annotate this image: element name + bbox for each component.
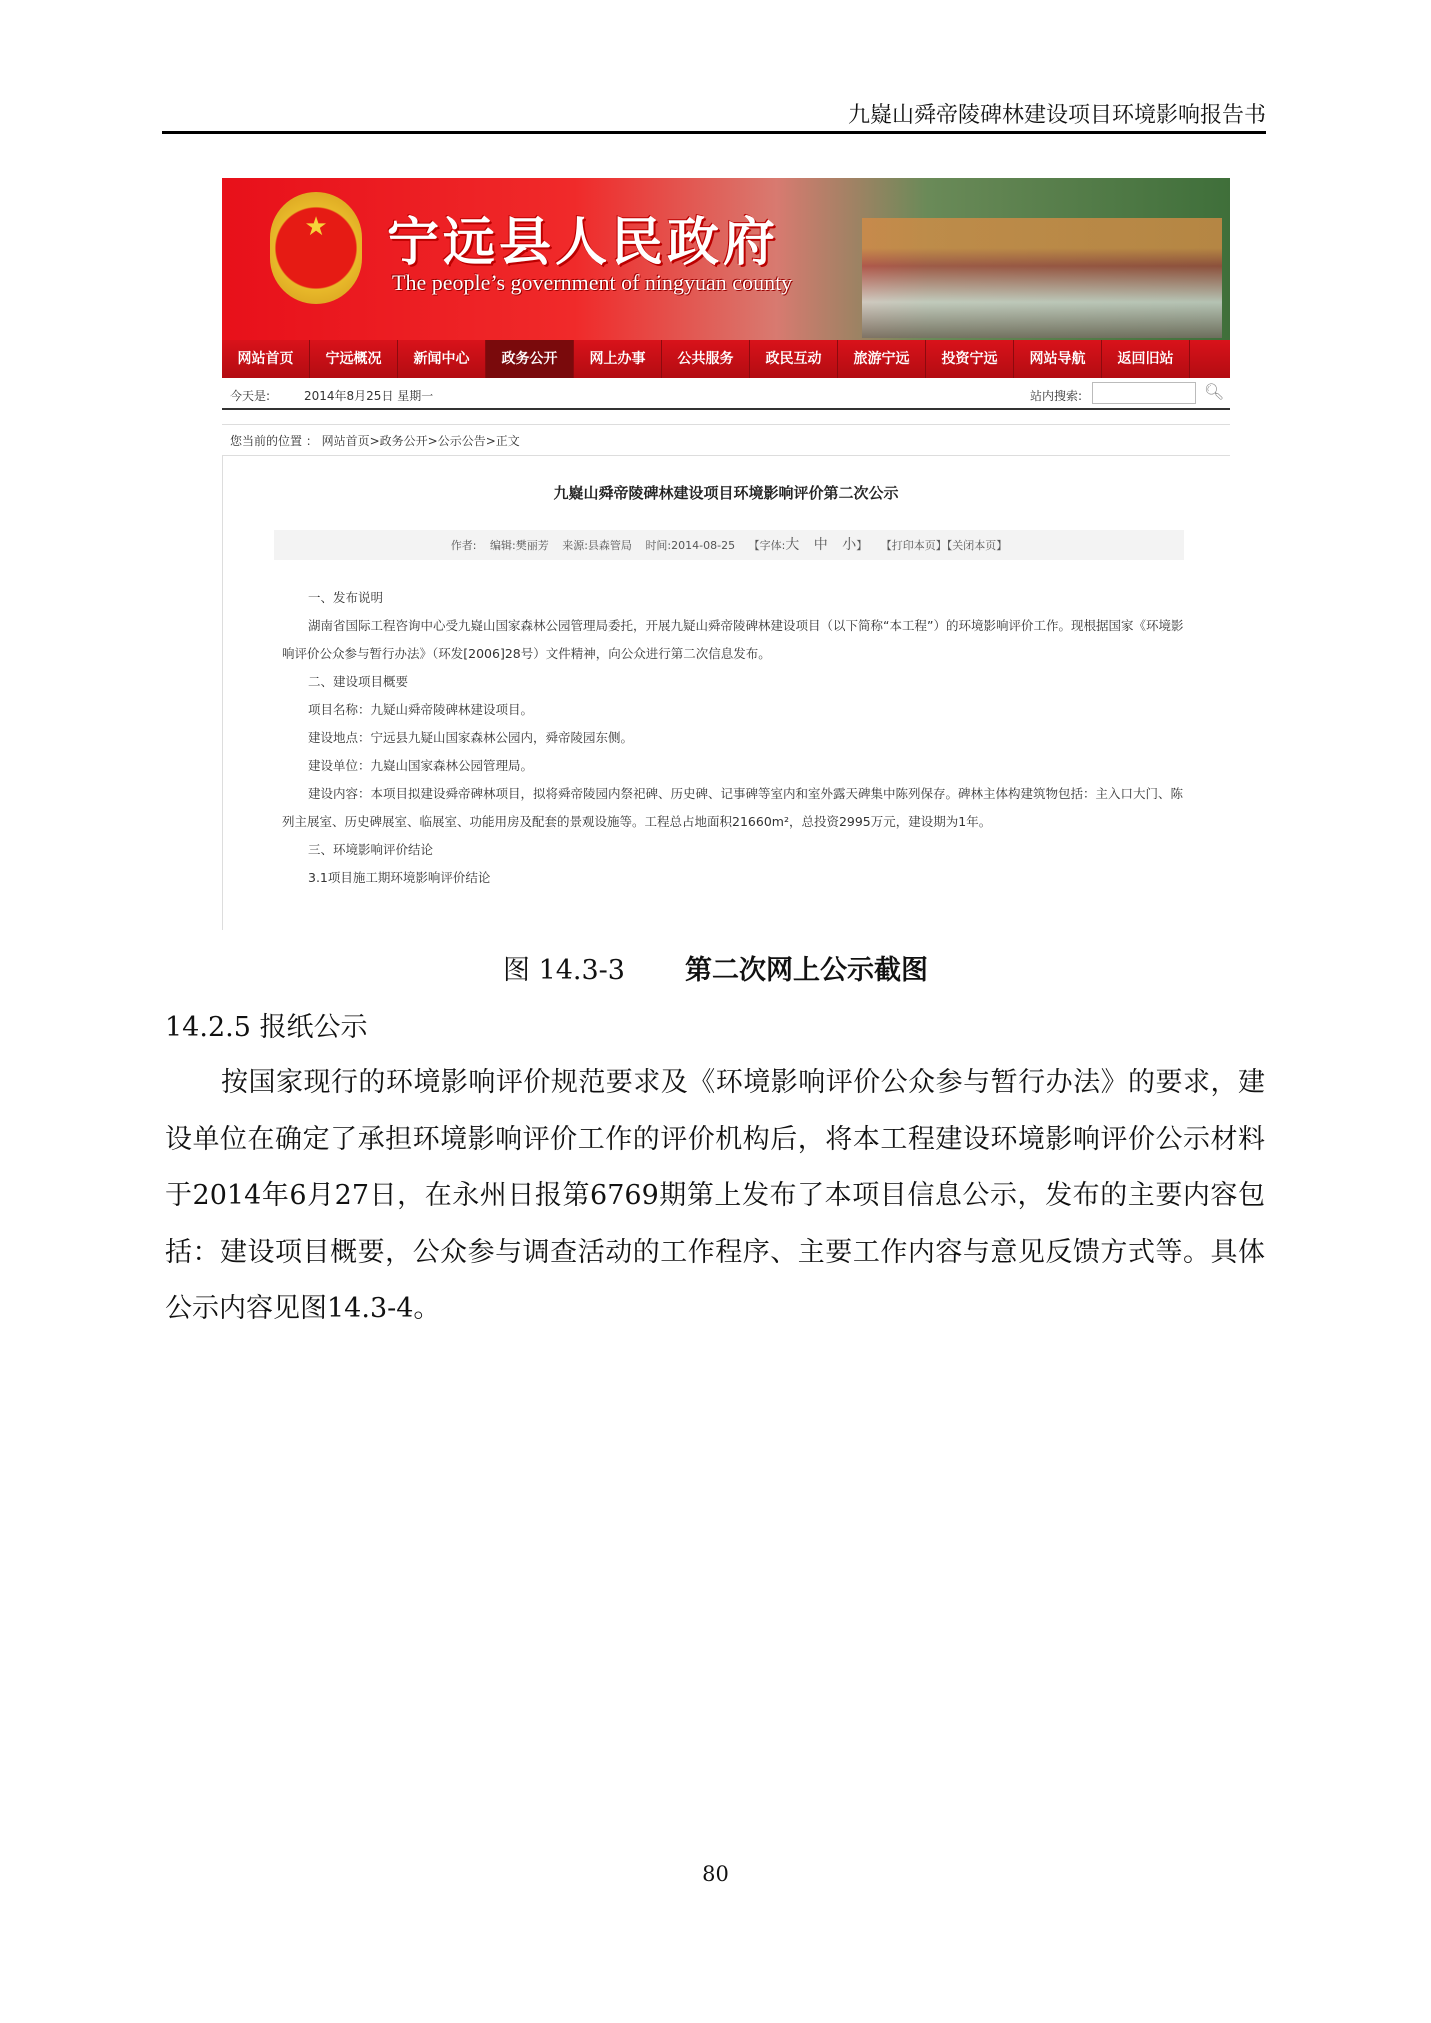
- font-label-end: 】: [856, 539, 868, 552]
- body-heading: 三、环境影响评价结论: [308, 842, 434, 857]
- search-label: 站内搜索:: [1030, 389, 1083, 403]
- close-link[interactable]: 【关闭本页】: [946, 539, 1008, 552]
- article-meta: [274, 530, 1184, 560]
- nav-item[interactable]: 旅游宁远: [838, 340, 926, 378]
- nav-item[interactable]: 返回旧站: [1102, 340, 1190, 378]
- section-heading: 14.2.5 报纸公示: [165, 1012, 368, 1043]
- nav-item[interactable]: 新闻中心: [398, 340, 486, 378]
- page-number: 80: [702, 1862, 729, 1886]
- content-border: [222, 456, 223, 930]
- temple-photo: [862, 218, 1222, 338]
- website-screenshot: [222, 178, 1230, 930]
- body-paragraph: 项目名称：九疑山舜帝陵碑林建设项目。: [308, 702, 534, 717]
- figure-caption: [0, 948, 1431, 987]
- body-paragraph: 建设单位：九嶷山国家森林公园管理局。: [308, 758, 534, 773]
- print-link[interactable]: 【打印本页】: [880, 539, 947, 552]
- nav-item-active[interactable]: 政务公开: [486, 340, 574, 378]
- article-title: 九嶷山舜帝陵碑林建设项目环境影响评价第二次公示: [553, 484, 899, 502]
- search-input[interactable]: [1092, 382, 1196, 404]
- running-header: 九嶷山舜帝陵碑林建设项目环境影响报告书: [847, 103, 1266, 128]
- body-paragraph: 湖南省国际工程咨询中心受九嶷山国家森林公园管理局委托，开展九疑山舜帝陵碑林建设项目（以下简称“本工程”）的环境影响评价工作。现根据国家《环境影响评价公众参与暂行办法》（环发[2006]28号）文件精神，向公众进行第二次信息发布。: [282, 618, 1184, 661]
- meta-source: 来源:县森管局: [562, 539, 632, 552]
- main-nav: [222, 340, 1230, 378]
- site-banner: [222, 178, 1230, 340]
- today-value: 2014年8月25日 星期一: [304, 389, 434, 403]
- body-subheading: 3.1项目施工期环境影响评价结论: [308, 870, 491, 885]
- body-heading: 一、发布说明: [308, 590, 384, 605]
- meta-time: 时间:2014-08-25: [645, 539, 736, 552]
- site-title: 宁远县人民政府: [387, 212, 780, 273]
- nav-item[interactable]: 网站首页: [222, 340, 310, 378]
- body-text: [165, 1055, 1265, 1338]
- date-search-row: [222, 378, 1230, 410]
- figure-title: 第二次网上公示截图: [685, 955, 928, 986]
- meta-editor: 编辑:樊丽芳: [490, 539, 549, 552]
- body-paragraph: 建设内容：本项目拟建设舜帝碑林项目，拟将舜帝陵园内祭祀碑、历史碑、记事碑等室内和室外露天碑集中陈列保存。碑林主体构建筑物包括：主入口大门、陈列主展室、历史碑展室、临展室、功能用房及配套的景观设施等。工程总占地面积21660m²，总投资2995万元，建设期为1年。: [282, 786, 1184, 829]
- paragraph: 按国家现行的环境影响评价规范要求及《环境影响评价公众参与暂行办法》的要求，建设单位在确定了承担环境影响评价工作的评价机构后，将本工程建设环境影响评价公示材料于2014年6月27日，在永州日报第6769期第上发布了本项目信息公示，发布的主要内容包括：建设项目概要，公众参与调查活动的工作程序、主要工作内容与意见反馈方式等。具体公示内容见图14.3-4。: [165, 1067, 1265, 1324]
- nav-item[interactable]: 公共服务: [662, 340, 750, 378]
- nav-item[interactable]: 网站导航: [1014, 340, 1102, 378]
- meta-author: 作者:: [450, 539, 477, 552]
- figure-number: 图 14.3-3: [502, 955, 625, 986]
- body-paragraph: 建设地点：宁远县九疑山国家森林公园内，舜帝陵园东侧。: [308, 730, 634, 745]
- today-label: 今天是:: [230, 389, 271, 403]
- nav-item[interactable]: 投资宁远: [926, 340, 1014, 378]
- breadcrumb: 您当前的位置 ： 网站首页>政务公开>公示公告>正文: [222, 424, 1230, 456]
- header-rule: [162, 131, 1266, 134]
- body-heading: 二、建设项目概要: [308, 674, 409, 689]
- national-emblem-icon: ★: [270, 192, 362, 304]
- nav-item[interactable]: 宁远概况: [310, 340, 398, 378]
- article-body: [282, 584, 1192, 892]
- nav-item[interactable]: 网上办事: [574, 340, 662, 378]
- nav-item[interactable]: 政民互动: [750, 340, 838, 378]
- search-icon[interactable]: 🔍︎: [1204, 382, 1225, 401]
- font-size-links[interactable]: 大 中 小: [785, 537, 857, 553]
- site-subtitle: The people’s government of ningyuan county: [392, 270, 793, 295]
- font-label: 【字体:: [748, 539, 786, 552]
